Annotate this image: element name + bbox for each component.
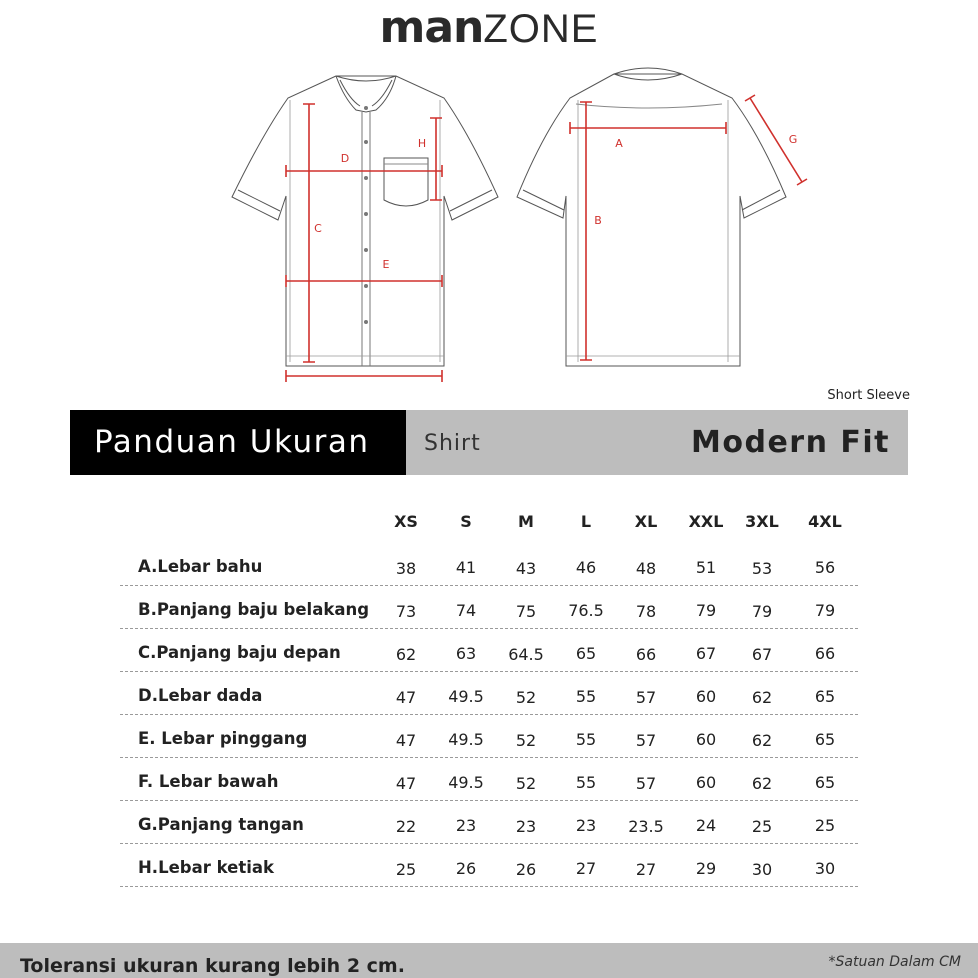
table-cell: 65 [814, 687, 836, 706]
row-divider [120, 585, 858, 586]
table-cell: 57 [635, 688, 657, 707]
table-cell: 26 [515, 860, 537, 879]
table-cell: 66 [635, 645, 657, 664]
label-g: G [788, 133, 798, 146]
table-cell: 46 [575, 558, 597, 577]
size-header: 4XL [808, 512, 842, 531]
table-cell: 47 [395, 688, 417, 707]
table-cell: 65 [575, 644, 597, 663]
table-cell: 79 [751, 602, 773, 621]
row-divider [120, 886, 858, 887]
table-cell: 25 [395, 860, 417, 879]
table-cell: 52 [515, 688, 537, 707]
back-shirt-outline [517, 74, 786, 366]
label-d: D [340, 152, 350, 165]
table-cell: 79 [814, 601, 836, 620]
table-cell: 78 [635, 602, 657, 621]
table-cell: 79 [695, 601, 717, 620]
table-cell: 49.5 [448, 773, 484, 792]
table-cell: 75 [515, 602, 537, 621]
table-cell: 30 [814, 859, 836, 878]
size-header: XS [394, 512, 418, 531]
sleeve-caption: Short Sleeve [827, 388, 910, 403]
table-cell: 60 [695, 773, 717, 792]
table-cell: 25 [751, 817, 773, 836]
label-c: C [314, 222, 322, 235]
brand-part-2: ZONE [483, 7, 599, 51]
table-cell: 23 [515, 817, 537, 836]
row-label: E. Lebar pinggang [138, 729, 308, 748]
table-cell: 62 [751, 688, 773, 707]
table-cell: 63 [455, 644, 477, 663]
table-cell: 27 [635, 860, 657, 879]
table-cell: 55 [575, 773, 597, 792]
table-cell: 49.5 [448, 687, 484, 706]
table-cell: 23 [455, 816, 477, 835]
banner-right [406, 410, 908, 475]
row-divider [120, 671, 858, 672]
table-cell: 64.5 [508, 645, 544, 664]
row-divider [120, 843, 858, 844]
size-header: XL [634, 512, 658, 531]
brand-part-1: man [379, 2, 484, 53]
row-label: C.Panjang baju depan [138, 643, 341, 662]
shirt-illustration [0, 0, 978, 400]
unit-note: *Satuan Dalam CM [828, 954, 961, 970]
footer-bar [0, 943, 978, 978]
row-label: G.Panjang tangan [138, 815, 304, 834]
table-cell: 41 [455, 558, 477, 577]
tolerance-note: Toleransi ukuran kurang lebih 2 cm. [20, 955, 405, 977]
label-e: E [382, 258, 390, 271]
table-cell: 66 [814, 644, 836, 663]
table-cell: 29 [695, 859, 717, 878]
row-divider [120, 628, 858, 629]
banner-type: Shirt [424, 431, 481, 456]
table-cell: 51 [695, 558, 717, 577]
size-header: 3XL [745, 512, 779, 531]
table-cell: 43 [515, 559, 537, 578]
label-b: B [594, 214, 602, 227]
row-divider [120, 757, 858, 758]
table-cell: 60 [695, 730, 717, 749]
measure-f [286, 370, 442, 382]
table-cell: 27 [575, 859, 597, 878]
size-header: L [580, 512, 592, 531]
table-cell: 47 [395, 774, 417, 793]
table-cell: 22 [395, 817, 417, 836]
table-cell: 53 [751, 559, 773, 578]
table-cell: 56 [814, 558, 836, 577]
row-label: F. Lebar bawah [138, 772, 279, 791]
table-cell: 38 [395, 559, 417, 578]
table-cell: 48 [635, 559, 657, 578]
row-label: D.Lebar dada [138, 686, 263, 705]
table-cell: 23.5 [628, 817, 664, 836]
table-cell: 62 [751, 774, 773, 793]
table-cell: 67 [751, 645, 773, 664]
banner-fit: Modern Fit [691, 425, 890, 460]
table-cell: 62 [395, 645, 417, 664]
row-divider [120, 714, 858, 715]
row-divider [120, 800, 858, 801]
table-cell: 47 [395, 731, 417, 750]
table-cell: 25 [814, 816, 836, 835]
table-cell: 55 [575, 687, 597, 706]
table-cell: 24 [695, 816, 717, 835]
size-header: M [518, 512, 534, 531]
table-cell: 60 [695, 687, 717, 706]
table-cell: 67 [695, 644, 717, 663]
table-cell: 23 [575, 816, 597, 835]
table-cell: 65 [814, 730, 836, 749]
table-cell: 55 [575, 730, 597, 749]
table-cell: 57 [635, 774, 657, 793]
row-label: H.Lebar ketiak [138, 858, 274, 877]
table-cell: 73 [395, 602, 417, 621]
size-header: XXL [688, 512, 724, 531]
table-cell: 62 [751, 731, 773, 750]
row-label: A.Lebar bahu [138, 557, 263, 576]
table-cell: 49.5 [448, 730, 484, 749]
label-a: A [615, 137, 623, 150]
banner-title: Panduan Ukuran [70, 410, 406, 475]
table-cell: 26 [455, 859, 477, 878]
table-cell: 74 [455, 601, 477, 620]
row-label: B.Panjang baju belakang [138, 600, 370, 619]
size-header: S [460, 512, 472, 531]
table-cell: 57 [635, 731, 657, 750]
table-cell: 30 [751, 860, 773, 879]
table-cell: 52 [515, 731, 537, 750]
label-h: H [417, 137, 427, 150]
table-cell: 76.5 [568, 601, 604, 620]
table-cell: 52 [515, 774, 537, 793]
table-cell: 65 [814, 773, 836, 792]
